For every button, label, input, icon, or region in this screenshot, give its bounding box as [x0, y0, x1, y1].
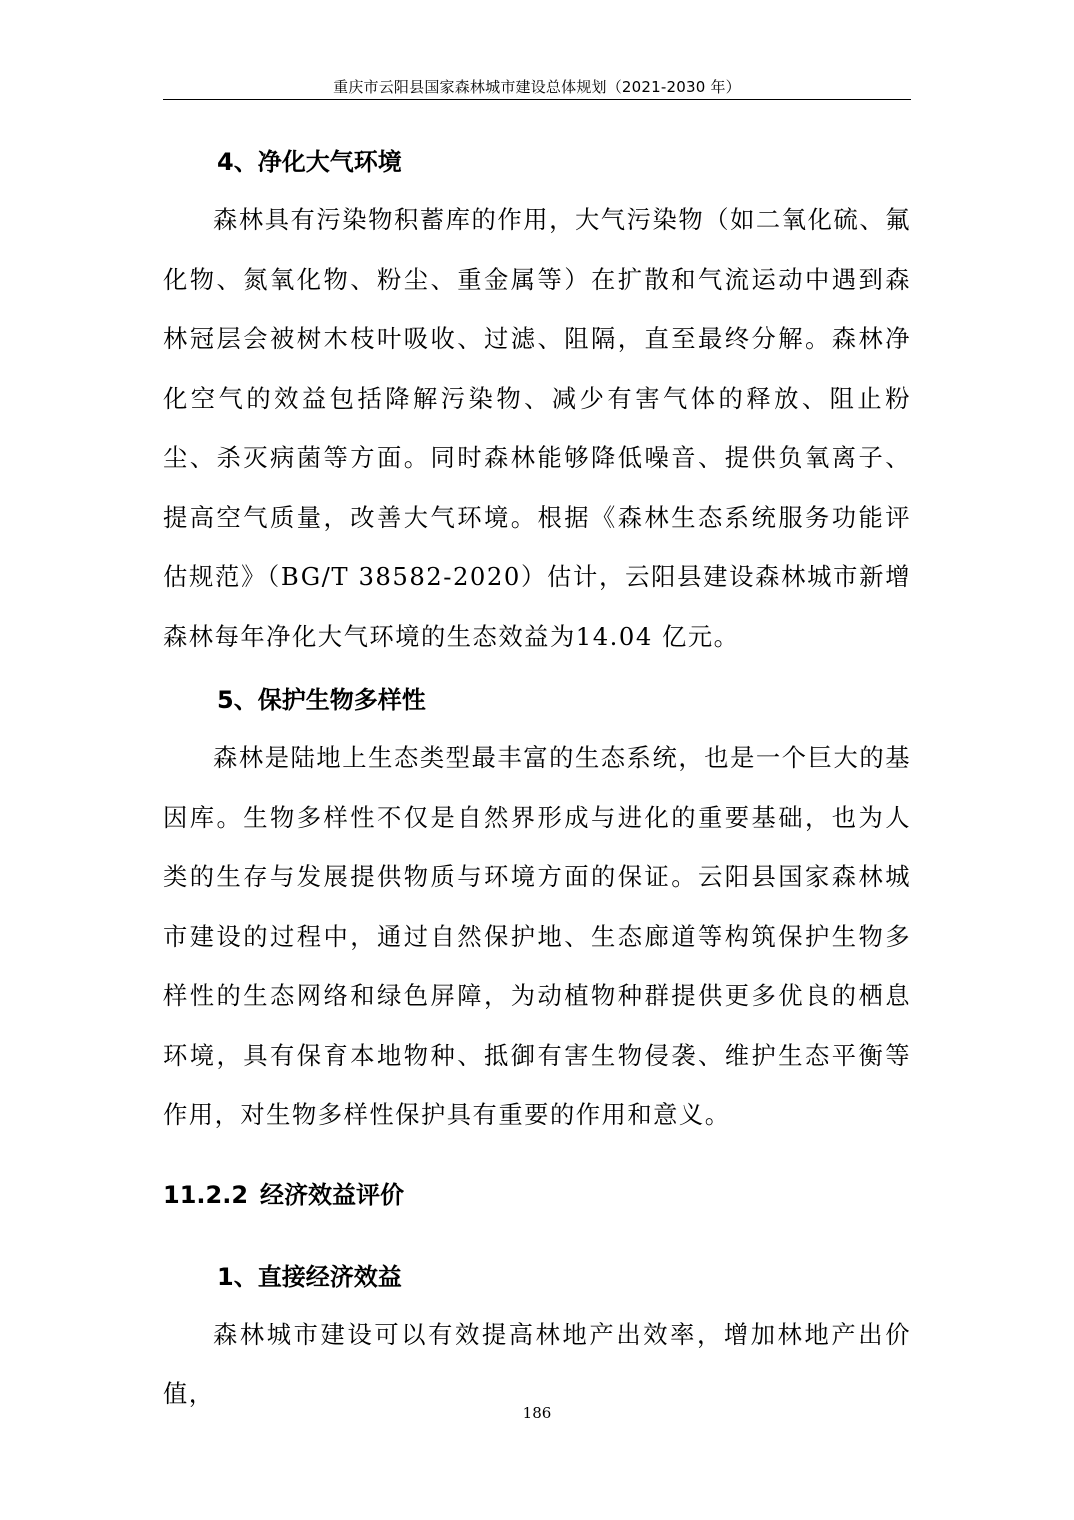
page-number: 186 [522, 1404, 552, 1422]
header-rule [163, 99, 911, 100]
section-heading-economic [163, 1167, 911, 1223]
paragraph-biodiversity: 森林是陆地上生态类型最丰富的生态系统，也是一个巨大的基因库。生物多样性不仅是自然界形成与进化的重要基础，也为人类的生存与发展提供物质与环境方面的保证。云阳县国家森林城市建设的过程中，通过自然保护地、生态廊道等构筑保护生物多样性的生态网络和绿色屏障，为动植物种群提供更多优良的栖息环境，具有保育本地物种、抵御有害生物侵袭、维护生态平衡等作用，对生物多样性保护具有重要的作用和意义。 [163, 743, 911, 1129]
heading-direct-economic: 1、直接经济效益 [217, 1262, 402, 1291]
section-title: 经济效益评价 [260, 1180, 405, 1209]
page-header: 重庆市云阳县国家森林城市建设总体规划（2021-2030 年） [333, 78, 741, 96]
paragraph-direct-economic: 森林城市建设可以有效提高林地产出效率，增加林地产出价值， [163, 1319, 911, 1408]
document-body [163, 134, 911, 1424]
heading-purify-air: 4、净化大气环境 [217, 148, 402, 176]
spacer [163, 1223, 911, 1249]
section-number: 11.2.2 [163, 1180, 249, 1209]
paragraph-purify-air: 森林具有污染物积蓄库的作用，大气污染物（如二氧化硫、氟化物、氮氧化物、粉尘、重金属等）在扩散和气流运动中遇到森林冠层会被树木枝叶吸收、过滤、阻隔，直至最终分解。森林净化空气的效益包括降解污染物、减少有害气体的释放、阻止粉尘、杀灭病菌等方面。同时森林能够降低噪音、提供负氧离子、提高空气质量，改善大气环境。根据《森林生态系统服务功能评估规范》（BG/T 38582-2020）估计，云阳县建设森林城市新增森林每年净化大气环境的生态效益为14.04 亿元。 [163, 205, 911, 651]
spacer [163, 1145, 911, 1167]
heading-biodiversity: 5、保护生物多样性 [217, 686, 426, 714]
